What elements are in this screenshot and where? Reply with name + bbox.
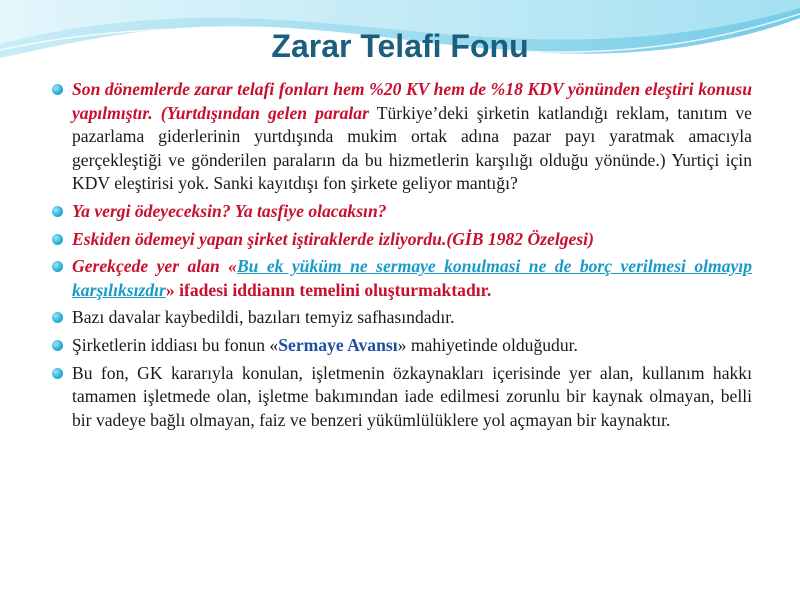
bullet-5-text: Bazı davalar kaybedildi, bazıları temyiz safhasındadır. bbox=[72, 307, 455, 328]
bullet-list bbox=[52, 78, 752, 436]
bullet-6-suffix: » mahiyetinde olduğudur. bbox=[397, 334, 578, 355]
bullet-item-6 bbox=[52, 334, 752, 358]
bullet-1-text: Türkiye’deki şirketin katlandığı reklam, tanıtım ve pazarlama giderlerinin yurtdışında mukim ortak adına pazar payı yaratmak amacıyla gerçekleştiği ve gönderilen paraların da bu hizmetlerin karşılığı olduğu yönünde.) Yurtiçi için KDV eleştirisi yok. Sanki kayıtdışı fon şirkete geliyor mantığı? bbox=[72, 102, 752, 194]
bullet-6-prefix: Şirketlerin iddiası bu fonun « bbox=[72, 334, 279, 355]
bullet-dot-icon bbox=[52, 206, 63, 217]
bullet-dot-icon bbox=[52, 261, 63, 272]
bullet-item-1 bbox=[52, 78, 752, 196]
bullet-item-4 bbox=[52, 255, 752, 302]
bullet-item-3 bbox=[52, 228, 752, 252]
bullet-7-text: Bu fon, GK kararıyla konulan, işletmenin özkaynakları içerisinde yer alan, kullanım hakkı tamamen işletmede olan, işletme bakımından iade edilmesi zorunlu bir kaynak olmayan, belli bir vadeye bağlı olmayan, faiz ve benzeri yükümlülüklere yol açmayan bir kaynaktır. bbox=[72, 362, 752, 430]
bullet-4-red-prefix: Gerekçede yer alan « bbox=[72, 256, 237, 277]
bullet-4-red-suffix: » ifadesi iddianın temelini oluşturmaktadır. bbox=[165, 279, 492, 300]
bullet-dot-icon bbox=[52, 234, 63, 245]
bullet-dot-icon bbox=[52, 368, 63, 379]
bullet-2-red-text: Ya vergi ödeyeceksin? Ya tasfiye olacaksın? bbox=[72, 200, 387, 221]
bullet-1-red-text: Son dönemlerde zarar telafi fonları hem %20 KV hem de %18 KDV yönünden eleştiri konusu yapılmıştır. (Yurtdışından gelen paralar bbox=[72, 79, 752, 123]
slide-title: Zarar Telafi Fonu bbox=[271, 28, 529, 64]
bullet-item-2 bbox=[52, 200, 752, 224]
bullet-dot-icon bbox=[52, 84, 63, 95]
bullet-dot-icon bbox=[52, 312, 63, 323]
bullet-item-5 bbox=[52, 306, 752, 330]
sermaye-avansi-term: Sermaye Avansı bbox=[278, 334, 398, 355]
bullet-3-red-text: Eskiden ödemeyi yapan şirket iştiraklerde izliyordu.(GİB 1982 Özelgesi) bbox=[72, 228, 594, 249]
bullet-item-7 bbox=[52, 362, 752, 433]
gerekce-quote-link[interactable]: Bu ek yüküm ne sermaye konulmasi ne de borç verilmesi olmayıp karşılıksızdır bbox=[72, 256, 752, 300]
bullet-dot-icon bbox=[52, 340, 63, 351]
